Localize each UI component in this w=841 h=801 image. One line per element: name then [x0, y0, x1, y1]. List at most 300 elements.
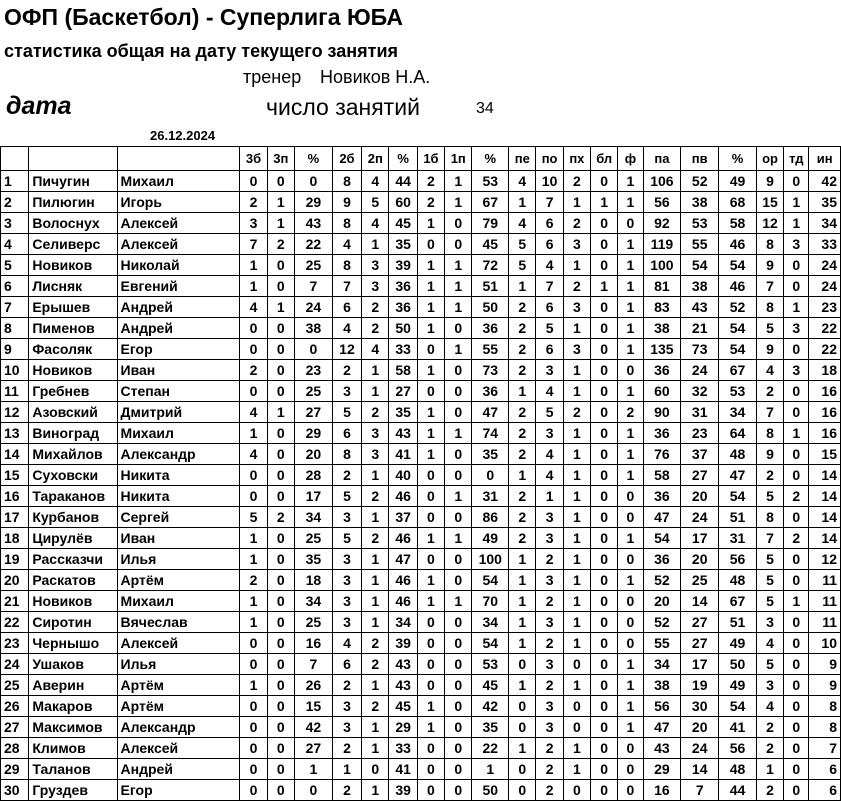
stat-cell: 3 [332, 549, 361, 570]
stat-cell: 2 [563, 213, 590, 234]
surname-cell: Азовский [29, 402, 117, 423]
surname-cell: Новиков [29, 255, 117, 276]
stat-cell: 100 [643, 255, 681, 276]
stat-cell: 41 [389, 444, 417, 465]
table-row [1, 738, 841, 759]
stat-cell: 46 [389, 591, 417, 612]
firstname-cell: Михаил [117, 171, 240, 192]
stat-cell: 2 [784, 486, 809, 507]
table-row [1, 255, 841, 276]
stat-cell: 1 [756, 759, 783, 780]
stat-cell: 0 [417, 549, 444, 570]
stat-cell: 14 [809, 465, 841, 486]
stat-cell: 36 [643, 423, 681, 444]
stat-cell: 7 [332, 276, 361, 297]
stat-cell: 25 [294, 528, 332, 549]
stat-cell: 1 [618, 465, 643, 486]
stat-cell: 0 [417, 234, 444, 255]
stat-cell: 0 [784, 696, 809, 717]
stat-cell: 6 [809, 759, 841, 780]
firstname-cell: Егор [117, 780, 240, 801]
stat-cell: 0 [417, 486, 444, 507]
stat-cell: 3 [332, 612, 361, 633]
stat-cell: 2 [332, 738, 361, 759]
stat-cell: 47 [719, 465, 757, 486]
stat-cell: 27 [681, 465, 719, 486]
stat-cell: 45 [389, 696, 417, 717]
stat-cell: 2 [563, 276, 590, 297]
stat-cell: 0 [509, 654, 536, 675]
surname-cell: Максимов [29, 717, 117, 738]
stat-cell: 0 [445, 696, 472, 717]
table-row [1, 633, 841, 654]
stat-cell: 73 [681, 339, 719, 360]
stat-cell: 46 [389, 570, 417, 591]
stat-cell: 52 [643, 570, 681, 591]
stat-cell: 0 [267, 171, 294, 192]
firstname-cell: Александр [117, 717, 240, 738]
stat-cell: 0 [445, 360, 472, 381]
stat-cell: 1 [618, 234, 643, 255]
stat-cell: 44 [719, 780, 757, 801]
stat-cell: 45 [389, 213, 417, 234]
firstname-cell: Вячеслав [117, 612, 240, 633]
stat-cell: 1 [417, 423, 444, 444]
stat-cell: 36 [389, 297, 417, 318]
stat-cell: 0 [591, 570, 618, 591]
stat-cell: 38 [681, 276, 719, 297]
stat-cell: 0 [445, 549, 472, 570]
stat-cell: 2 [240, 360, 267, 381]
stat-cell: 100 [472, 549, 509, 570]
stat-cell: 5 [332, 486, 361, 507]
column-header [1, 147, 29, 171]
stat-cell: 17 [681, 654, 719, 675]
stat-cell: 49 [719, 633, 757, 654]
stat-cell: 45 [472, 234, 509, 255]
stat-cell: 1 [563, 549, 590, 570]
stat-cell: 2 [332, 675, 361, 696]
stat-cell: 0 [240, 633, 267, 654]
stat-cell: 2 [509, 297, 536, 318]
stat-cell: 29 [389, 717, 417, 738]
stat-cell: 0 [618, 213, 643, 234]
stat-cell: 2 [362, 633, 389, 654]
stat-cell: 2 [332, 780, 361, 801]
column-header: 1п [445, 147, 472, 171]
stat-cell: 1 [784, 213, 809, 234]
stat-cell: 1 [618, 297, 643, 318]
stat-cell: 27 [294, 738, 332, 759]
stat-cell: 1 [417, 276, 444, 297]
stat-cell: 0 [509, 696, 536, 717]
stat-cell: 0 [784, 276, 809, 297]
stat-cell: 54 [681, 255, 719, 276]
stat-cell: 1 [509, 570, 536, 591]
table-row [1, 528, 841, 549]
stat-cell: 3 [563, 234, 590, 255]
stat-cell: 2 [756, 717, 783, 738]
table-row [1, 360, 841, 381]
stat-cell: 0 [563, 654, 590, 675]
stat-cell: 0 [784, 570, 809, 591]
stat-cell: 1 [362, 591, 389, 612]
stats-table [0, 146, 841, 801]
stat-cell: 0 [445, 570, 472, 591]
stat-cell: 2 [756, 780, 783, 801]
stat-cell: 1 [509, 738, 536, 759]
column-header: 3п [267, 147, 294, 171]
stat-cell: 1 [536, 486, 563, 507]
stat-cell: 0 [267, 255, 294, 276]
stat-cell: 52 [681, 171, 719, 192]
column-header: 2б [332, 147, 361, 171]
stat-cell: 0 [784, 381, 809, 402]
stat-cell: 2 [536, 738, 563, 759]
column-header: пв [681, 147, 719, 171]
stat-cell: 1 [445, 486, 472, 507]
stat-cell: 0 [784, 171, 809, 192]
stat-cell: 1 [563, 675, 590, 696]
stat-cell: 0 [591, 465, 618, 486]
stat-cell: 6 [536, 234, 563, 255]
stat-cell: 3 [536, 570, 563, 591]
stat-cell: 9 [809, 654, 841, 675]
stat-cell: 1 [362, 675, 389, 696]
stat-cell: 4 [756, 696, 783, 717]
stat-cell: 5 [756, 570, 783, 591]
stat-cell: 5 [509, 255, 536, 276]
table-row [1, 234, 841, 255]
stat-cell: 39 [389, 255, 417, 276]
stat-cell: 7 [240, 234, 267, 255]
stat-cell: 0 [784, 549, 809, 570]
stat-cell: 1 [332, 759, 361, 780]
rank-cell: 9 [1, 339, 29, 360]
stat-cell: 32 [681, 381, 719, 402]
stat-cell: 41 [389, 759, 417, 780]
stat-cell: 1 [509, 192, 536, 213]
stat-cell: 38 [294, 318, 332, 339]
stat-cell: 0 [267, 549, 294, 570]
stat-cell: 40 [389, 465, 417, 486]
stat-cell: 1 [563, 507, 590, 528]
stat-cell: 53 [472, 654, 509, 675]
stat-cell: 4 [756, 360, 783, 381]
stat-cell: 0 [362, 759, 389, 780]
stat-cell: 1 [240, 255, 267, 276]
date-label: дата [6, 92, 72, 120]
stat-cell: 4 [536, 255, 563, 276]
surname-cell: Селиверс [29, 234, 117, 255]
stat-cell: 44 [389, 171, 417, 192]
stat-cell: 9 [756, 444, 783, 465]
stat-cell: 35 [389, 402, 417, 423]
stat-cell: 8 [332, 444, 361, 465]
rank-cell: 8 [1, 318, 29, 339]
stat-cell: 17 [681, 528, 719, 549]
stat-cell: 0 [591, 591, 618, 612]
stat-cell: 0 [784, 717, 809, 738]
table-header-row [1, 147, 841, 171]
stat-cell: 26 [294, 675, 332, 696]
surname-cell: Раскатов [29, 570, 117, 591]
rank-cell: 13 [1, 423, 29, 444]
stat-cell: 3 [362, 255, 389, 276]
stat-cell: 0 [294, 171, 332, 192]
stat-cell: 1 [563, 612, 590, 633]
stat-cell: 0 [618, 759, 643, 780]
stat-cell: 1 [509, 675, 536, 696]
rank-cell: 27 [1, 717, 29, 738]
stat-cell: 1 [509, 276, 536, 297]
stat-cell: 106 [643, 171, 681, 192]
stat-cell: 35 [472, 444, 509, 465]
stat-cell: 53 [472, 171, 509, 192]
stat-cell: 1 [294, 759, 332, 780]
stat-cell: 43 [681, 297, 719, 318]
stat-cell: 5 [756, 549, 783, 570]
stat-cell: 54 [719, 318, 757, 339]
stat-cell: 16 [809, 381, 841, 402]
stat-cell: 0 [563, 717, 590, 738]
stat-cell: 35 [294, 549, 332, 570]
stat-cell: 1 [618, 381, 643, 402]
stat-cell: 1 [618, 570, 643, 591]
surname-cell: Курбанов [29, 507, 117, 528]
stat-cell: 1 [563, 570, 590, 591]
stat-cell: 1 [362, 360, 389, 381]
stat-cell: 7 [536, 192, 563, 213]
stat-cell: 0 [591, 780, 618, 801]
stat-cell: 19 [681, 675, 719, 696]
stat-cell: 25 [681, 570, 719, 591]
stat-cell: 43 [389, 675, 417, 696]
firstname-cell: Алексей [117, 738, 240, 759]
stat-cell: 52 [719, 297, 757, 318]
rank-cell: 22 [1, 612, 29, 633]
stat-cell: 20 [681, 486, 719, 507]
stat-cell: 39 [389, 780, 417, 801]
stat-cell: 2 [536, 759, 563, 780]
rank-cell: 2 [1, 192, 29, 213]
stat-cell: 55 [643, 633, 681, 654]
stat-cell: 64 [719, 423, 757, 444]
stat-cell: 2 [362, 297, 389, 318]
surname-cell: Пименов [29, 318, 117, 339]
stat-cell: 1 [563, 423, 590, 444]
stat-cell: 55 [472, 339, 509, 360]
stat-cell: 0 [267, 591, 294, 612]
surname-cell: Гребнев [29, 381, 117, 402]
stat-cell: 3 [536, 612, 563, 633]
sessions-label: число занятий [266, 94, 420, 120]
stat-cell: 0 [417, 633, 444, 654]
stat-cell: 7 [294, 654, 332, 675]
stat-cell: 79 [472, 213, 509, 234]
rank-cell: 28 [1, 738, 29, 759]
stat-cell: 0 [591, 381, 618, 402]
stat-cell: 31 [719, 528, 757, 549]
stat-cell: 1 [618, 192, 643, 213]
stat-cell: 0 [267, 444, 294, 465]
stat-cell: 0 [591, 717, 618, 738]
stat-cell: 4 [332, 318, 361, 339]
stat-cell: 1 [362, 717, 389, 738]
surname-cell: Сиротин [29, 612, 117, 633]
stat-cell: 6 [332, 423, 361, 444]
table-row [1, 507, 841, 528]
table-row [1, 780, 841, 801]
stat-cell: 0 [267, 717, 294, 738]
stat-cell: 0 [417, 339, 444, 360]
table-row [1, 171, 841, 192]
firstname-cell: Егор [117, 339, 240, 360]
stat-cell: 135 [643, 339, 681, 360]
stat-cell: 1 [445, 297, 472, 318]
stat-cell: 0 [618, 633, 643, 654]
stat-cell: 0 [618, 612, 643, 633]
table-row [1, 549, 841, 570]
stat-cell: 4 [536, 444, 563, 465]
stat-cell: 1 [509, 612, 536, 633]
stat-cell: 6 [332, 297, 361, 318]
stat-cell: 43 [643, 738, 681, 759]
surname-cell: Тараканов [29, 486, 117, 507]
stat-cell: 4 [756, 633, 783, 654]
table-row [1, 213, 841, 234]
stat-cell: 54 [719, 696, 757, 717]
stat-cell: 0 [591, 528, 618, 549]
stat-cell: 2 [536, 633, 563, 654]
stat-cell: 6 [809, 780, 841, 801]
stat-cell: 4 [332, 234, 361, 255]
stat-cell: 1 [445, 192, 472, 213]
table-row [1, 675, 841, 696]
stat-cell: 3 [332, 381, 361, 402]
stat-cell: 34 [719, 402, 757, 423]
stat-cell: 0 [591, 213, 618, 234]
stat-cell: 1 [240, 612, 267, 633]
stat-cell: 1 [417, 696, 444, 717]
stat-cell: 24 [681, 507, 719, 528]
stat-cell: 47 [643, 717, 681, 738]
stat-cell: 34 [643, 654, 681, 675]
stat-cell: 7 [809, 738, 841, 759]
stat-cell: 1 [417, 402, 444, 423]
stat-cell: 2 [509, 339, 536, 360]
stat-cell: 54 [643, 528, 681, 549]
stat-cell: 7 [756, 528, 783, 549]
stat-cell: 2 [267, 507, 294, 528]
stat-cell: 37 [681, 444, 719, 465]
firstname-cell: Иван [117, 528, 240, 549]
stat-cell: 4 [536, 465, 563, 486]
stat-cell: 0 [784, 465, 809, 486]
table-row [1, 423, 841, 444]
stat-cell: 0 [784, 612, 809, 633]
stat-cell: 22 [809, 339, 841, 360]
stat-cell: 1 [784, 192, 809, 213]
stat-cell: 47 [472, 402, 509, 423]
rank-cell: 24 [1, 654, 29, 675]
stat-cell: 1 [618, 255, 643, 276]
stat-cell: 1 [417, 297, 444, 318]
column-header: бл [591, 147, 618, 171]
stat-cell: 1 [563, 444, 590, 465]
stat-cell: 5 [756, 486, 783, 507]
rank-cell: 12 [1, 402, 29, 423]
stat-cell: 2 [536, 549, 563, 570]
stat-cell: 1 [417, 444, 444, 465]
firstname-cell: Иван [117, 360, 240, 381]
stat-cell: 3 [332, 696, 361, 717]
stat-cell: 30 [681, 696, 719, 717]
stat-cell: 3 [332, 591, 361, 612]
stat-cell: 0 [267, 486, 294, 507]
stat-cell: 8 [756, 423, 783, 444]
stat-cell: 0 [591, 171, 618, 192]
table-row [1, 759, 841, 780]
stat-cell: 11 [809, 612, 841, 633]
stat-cell: 3 [240, 213, 267, 234]
stat-cell: 0 [591, 234, 618, 255]
stat-cell: 2 [332, 465, 361, 486]
stat-cell: 5 [756, 654, 783, 675]
stat-cell: 33 [809, 234, 841, 255]
stat-cell: 54 [719, 486, 757, 507]
stat-cell: 33 [389, 339, 417, 360]
stat-cell: 38 [643, 675, 681, 696]
surname-cell: Виноград [29, 423, 117, 444]
rank-cell: 19 [1, 549, 29, 570]
stat-cell: 74 [472, 423, 509, 444]
stat-cell: 0 [240, 171, 267, 192]
surname-cell: Новиков [29, 591, 117, 612]
stat-cell: 0 [784, 339, 809, 360]
stat-cell: 9 [756, 339, 783, 360]
table-row [1, 570, 841, 591]
stat-cell: 2 [240, 192, 267, 213]
column-header: % [389, 147, 417, 171]
column-header [117, 147, 240, 171]
stat-cell: 0 [417, 507, 444, 528]
stat-cell: 0 [240, 780, 267, 801]
stat-cell: 50 [719, 654, 757, 675]
stat-cell: 5 [756, 591, 783, 612]
firstname-cell: Никита [117, 486, 240, 507]
stat-cell: 0 [267, 654, 294, 675]
stat-cell: 1 [618, 675, 643, 696]
stat-cell: 1 [618, 717, 643, 738]
stat-cell: 1 [509, 381, 536, 402]
stat-cell: 6 [332, 654, 361, 675]
stat-cell: 16 [809, 423, 841, 444]
firstname-cell: Андрей [117, 297, 240, 318]
surname-cell: Груздев [29, 780, 117, 801]
stat-cell: 11 [809, 591, 841, 612]
stat-cell: 1 [618, 171, 643, 192]
stat-cell: 1 [417, 591, 444, 612]
stat-cell: 0 [445, 612, 472, 633]
surname-cell: Суховски [29, 465, 117, 486]
stat-cell: 2 [509, 318, 536, 339]
stat-cell: 53 [681, 213, 719, 234]
stat-cell: 0 [445, 675, 472, 696]
stat-cell: 36 [472, 318, 509, 339]
stat-cell: 1 [563, 255, 590, 276]
stat-cell: 1 [563, 192, 590, 213]
